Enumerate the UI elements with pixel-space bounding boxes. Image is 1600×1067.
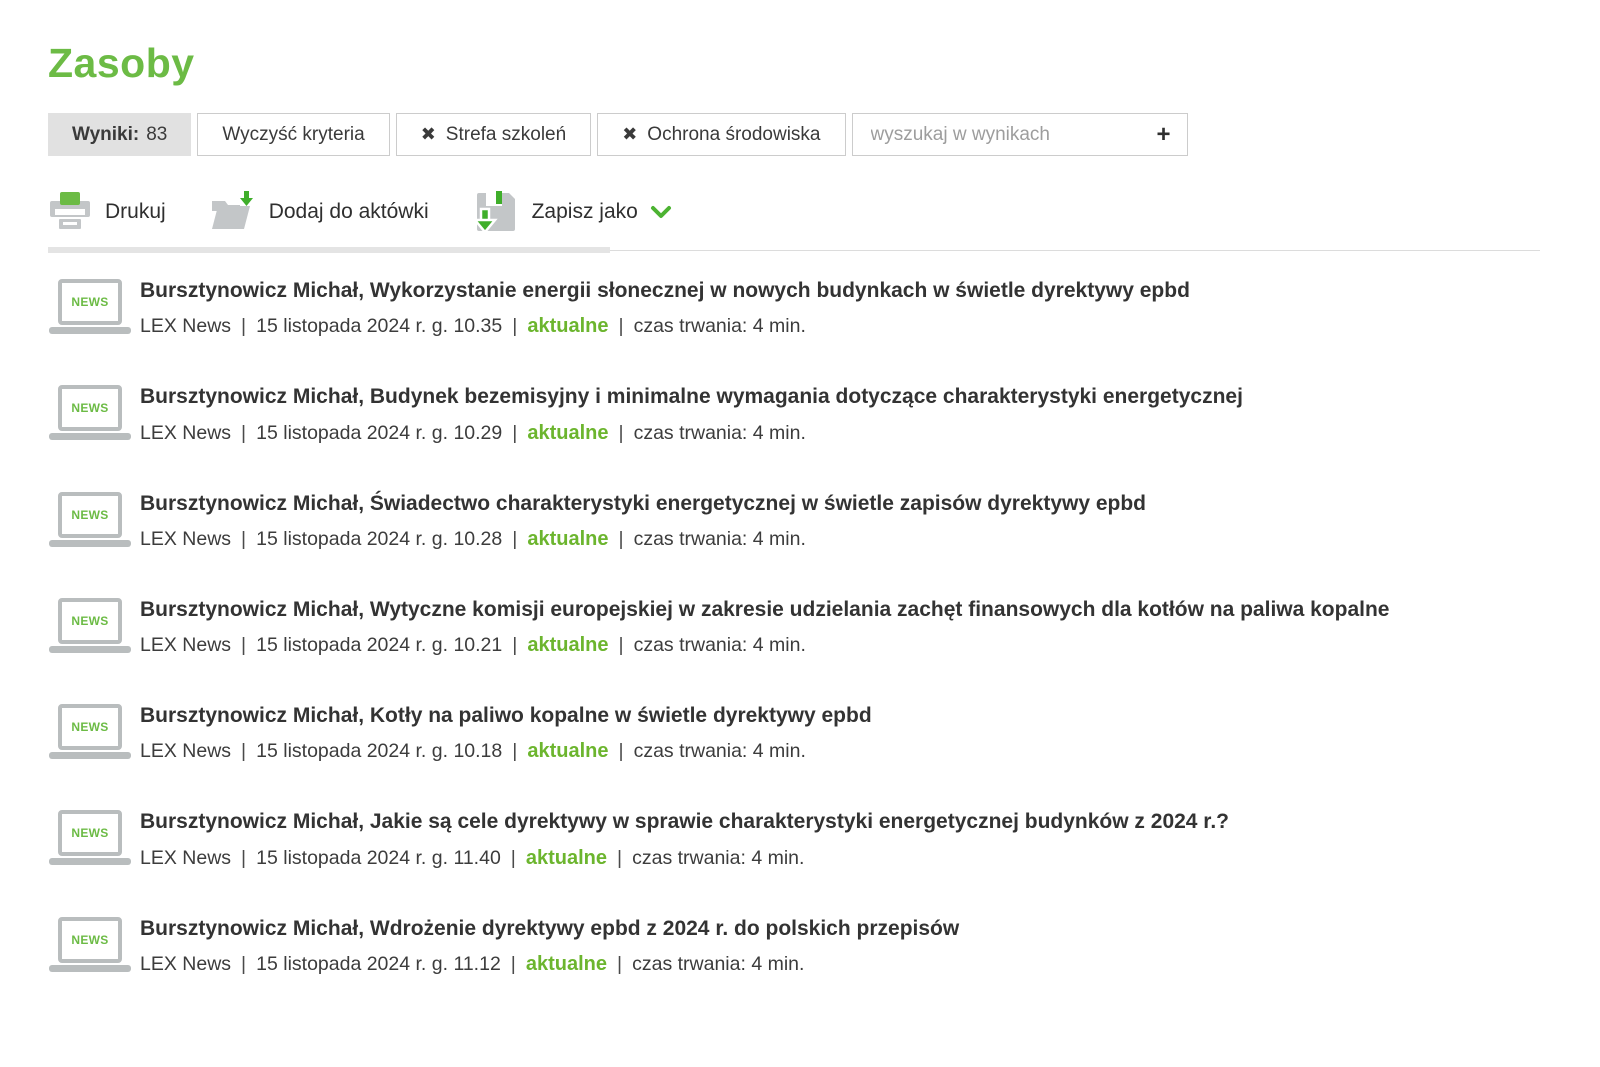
remove-filter-icon[interactable]: ✖ <box>622 124 638 144</box>
result-status-badge: aktualne <box>527 740 609 763</box>
result-meta <box>140 634 1389 657</box>
result-duration: czas trwania: 4 min. <box>633 421 806 444</box>
result-source: LEX News <box>140 421 232 444</box>
result-status-badge: aktualne <box>525 846 608 869</box>
result-title-link[interactable]: Bursztynowicz Michał, Wdrożenie dyrektywy epbd z 2024 r. do polskich przepisów <box>140 916 960 940</box>
result-date: 15 listopada 2024 r. g. 11.40 <box>256 846 501 869</box>
result-duration: czas trwania: 4 min. <box>633 634 806 657</box>
news-laptop-icon <box>48 917 132 972</box>
news-laptop-icon <box>48 810 132 865</box>
meta-separator: | <box>512 421 518 444</box>
meta-separator: | <box>512 740 518 763</box>
filter-chip-strefa-szkolen[interactable] <box>396 113 592 156</box>
result-status-badge: aktualne <box>527 421 609 444</box>
news-badge: NEWS <box>71 932 109 947</box>
meta-separator: | <box>241 953 247 976</box>
meta-separator: | <box>512 527 518 550</box>
result-status-badge: aktualne <box>525 953 608 976</box>
result-meta <box>140 740 872 763</box>
result-duration: czas trwania: 4 min. <box>633 527 806 550</box>
result-duration: czas trwania: 4 min. <box>633 315 806 338</box>
result-title-link[interactable]: Bursztynowicz Michał, Jakie są cele dyrektywy w sprawie charakterystyki energetycznej budynków z 2024 r.? <box>140 810 1229 834</box>
filter-bar <box>48 113 1552 156</box>
clear-criteria-label: Wyczyść kryteria <box>222 123 365 145</box>
result-source: LEX News <box>140 634 232 657</box>
meta-separator: | <box>617 846 623 869</box>
result-row <box>48 702 1552 763</box>
page-title: Zasoby <box>48 40 195 86</box>
result-source: LEX News <box>140 740 232 763</box>
result-meta <box>140 422 1243 445</box>
result-type-icon-col <box>48 915 140 976</box>
meta-separator: | <box>618 315 624 338</box>
result-duration: czas trwania: 4 min. <box>632 846 805 869</box>
result-duration: czas trwania: 4 min. <box>633 740 806 763</box>
save-as-button[interactable] <box>473 189 672 235</box>
result-source: LEX News <box>140 527 232 550</box>
result-source: LEX News <box>140 846 232 869</box>
news-badge: NEWS <box>71 613 109 628</box>
result-date: 15 listopada 2024 r. g. 11.12 <box>256 953 501 976</box>
result-source: LEX News <box>140 953 232 976</box>
news-laptop-icon <box>48 704 132 759</box>
add-search-criteria-icon[interactable]: + <box>1156 120 1171 148</box>
news-laptop-icon <box>48 598 132 653</box>
results-count: 83 <box>146 123 168 145</box>
result-duration: czas trwania: 4 min. <box>632 953 805 976</box>
result-row <box>48 596 1552 657</box>
meta-separator: | <box>618 634 624 657</box>
result-title-link[interactable]: Bursztynowicz Michał, Budynek bezemisyjny i minimalne wymagania dotyczące charakterystyki energetycznej <box>140 385 1243 409</box>
results-label: Wyniki: <box>72 123 140 145</box>
result-title-link[interactable]: Bursztynowicz Michał, Kotły na paliwo kopalne w świetle dyrektywy epbd <box>140 704 872 728</box>
meta-separator: | <box>241 740 247 763</box>
meta-separator: | <box>241 527 247 550</box>
result-date: 15 listopada 2024 r. g. 10.21 <box>256 634 503 657</box>
search-in-results-input[interactable] <box>871 124 1157 146</box>
result-type-icon-col <box>48 702 140 763</box>
filter-chip-ochrona-srodowiska[interactable] <box>597 113 845 156</box>
results-count-chip <box>48 113 191 156</box>
news-laptop-icon <box>48 279 132 334</box>
result-type-icon-col <box>48 596 140 657</box>
meta-separator: | <box>512 315 518 338</box>
result-date: 15 listopada 2024 r. g. 10.29 <box>256 421 503 444</box>
save-as-label: Zapisz jako <box>531 200 638 223</box>
news-badge: NEWS <box>71 826 109 841</box>
meta-separator: | <box>618 527 624 550</box>
result-row <box>48 915 1552 976</box>
add-to-briefcase-label: Dodaj do aktówki <box>268 200 429 223</box>
news-laptop-icon <box>48 492 132 547</box>
result-status-badge: aktualne <box>527 634 609 657</box>
news-badge: NEWS <box>71 295 109 309</box>
result-type-icon-col <box>48 383 140 444</box>
result-date: 15 listopada 2024 r. g. 10.35 <box>256 315 503 338</box>
news-badge: NEWS <box>71 507 109 522</box>
meta-separator: | <box>510 846 516 869</box>
result-row <box>48 808 1552 869</box>
result-row <box>48 277 1552 338</box>
meta-separator: | <box>510 953 516 976</box>
result-type-icon-col <box>48 277 140 338</box>
filter-chip-label: Strefa szkoleń <box>445 123 567 145</box>
result-title-link[interactable]: Bursztynowicz Michał, Wykorzystanie energii słonecznej w nowych budynkach w świetle dyrektywy epbd <box>140 279 1190 302</box>
result-source: LEX News <box>140 315 232 338</box>
meta-separator: | <box>618 421 624 444</box>
remove-filter-icon[interactable]: ✖ <box>420 124 436 144</box>
result-type-icon-col <box>48 490 140 551</box>
result-meta <box>140 847 1229 870</box>
result-meta <box>140 315 1190 338</box>
results-list <box>48 277 1552 976</box>
result-title-link[interactable]: Bursztynowicz Michał, Świadectwo charakterystyki energetycznej w świetle zapisów dyrektywy epbd <box>140 491 1147 515</box>
search-in-results-box <box>852 113 1188 156</box>
meta-separator: | <box>617 953 623 976</box>
result-meta <box>140 528 1146 551</box>
print-button[interactable] <box>48 191 166 233</box>
briefcase-folder-icon <box>210 191 256 233</box>
result-title-link[interactable]: Bursztynowicz Michał, Wytyczne komisji europejskiej w zakresie udzielania zachęt finansowych dla kotłów na paliwa kopalne <box>140 597 1390 621</box>
chevron-down-icon <box>650 205 672 219</box>
meta-separator: | <box>241 846 247 869</box>
clear-criteria-button[interactable] <box>197 113 389 156</box>
result-status-badge: aktualne <box>527 315 609 338</box>
news-laptop-icon <box>48 385 132 440</box>
printer-icon <box>48 191 92 233</box>
print-label: Drukuj <box>105 200 166 223</box>
meta-separator: | <box>512 634 518 657</box>
result-date: 15 listopada 2024 r. g. 10.28 <box>256 527 503 550</box>
news-badge: NEWS <box>71 720 109 735</box>
meta-separator: | <box>618 740 624 763</box>
meta-separator: | <box>241 315 247 338</box>
results-toolbar <box>48 189 1552 235</box>
news-badge: NEWS <box>71 401 109 416</box>
result-row <box>48 383 1552 444</box>
save-floppy-icon <box>473 189 519 235</box>
result-status-badge: aktualne <box>527 527 609 550</box>
result-date: 15 listopada 2024 r. g. 10.18 <box>256 740 503 763</box>
result-type-icon-col <box>48 808 140 869</box>
toolbar-divider <box>48 247 1552 253</box>
meta-separator: | <box>241 634 247 657</box>
meta-separator: | <box>241 421 247 444</box>
result-row <box>48 490 1552 551</box>
add-to-briefcase-button[interactable] <box>210 191 429 233</box>
result-meta <box>140 953 959 976</box>
filter-chip-label: Ochrona środowiska <box>647 123 821 145</box>
